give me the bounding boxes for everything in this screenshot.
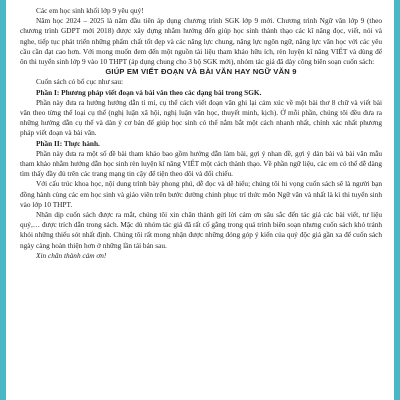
style-paragraph: Với cấu trúc khoa học, nội dung trình bày phong phú, dễ đọc và dễ hiểu; chúng tôi hi vọng cuốn sách sẽ là người bạn đồng hành cùng các em học sinh và giáo viên trên bước đường chinh phục trí thức môn Ngữ văn và nhất là kì thi tuyển sinh vào lớp 10 THPT. [20,179,382,209]
signoff: Xin chân thành cảm ơn! [36,250,107,260]
book-title: GIÚP EM VIẾT ĐOẠN VÀ BÀI VĂN HAY NGỮ VĂN 9 [105,67,297,77]
part2-heading: Phần II: Thực hành. [36,138,100,148]
part2-body: Phần này đưa ra một số đề bài tham khảo bao gồm hướng dẫn làm bài, gợi ý nhan đề, gợi ý dàn bài và bài văn mẫu tham khảo nhằm hướng dẫn học sinh rèn luyện kĩ năng VIẾT một cách thành thạo. Về phần ngữ liệu, các em có thể dễ dàng tìm thấy đầy đủ trên các trang mạng tin cậy để tiện theo dõi và đối chiếu. [20,148,382,179]
greeting: Các em học sinh khối lớp 9 yêu quý! [36,6,144,15]
preface-page [6,0,394,400]
thanks-paragraph: Nhân dịp cuốn sách được ra mắt, chúng tôi xin chân thành gửi lời cảm ơn sâu sắc đến tác giả các bài viết, tư liệu quý,… được trích dẫn trong sách. Mặc dù nhóm tác giả đã rất cố gắng trong quá trình biên soạn nhưng cuốn sách khó tránh khỏi những thiếu sót nhất định. Chúng tôi rất mong nhận được những đóng góp ý kiến của quý độc giả gần xa để cuốn sách ngày càng hoàn thiện hơn ở những lần tái bản sau. [20,210,382,250]
part1-body: Phần này đưa ra hướng hướng dẫn tỉ mỉ, cụ thể cách viết đoạn văn ghi lại cảm xúc về một bài thơ 8 chữ và viết bài văn theo từng thể loại cụ thể (nghị luận xã hội, nghị luận văn học, thuyết minh, kịch). Ở mỗi phần, chúng tôi đều đưa ra những hướng dẫn cụ thể và dàn ý cơ bản để giúp học sinh có thể nắm bắt một cách nhanh nhất, chính xác nhất phương pháp viết đoạn và bài văn. [20,97,382,138]
intro-paragraph: Năm học 2024 – 2025 là năm đầu tiên áp dụng chương trình SGK lớp 9 mới. Chương trình Ngữ văn lớp 9 (theo chương trình GDPT mới 2018) được xây dựng nhằm hướng đến giúp học sinh thành thạo các kĩ năng đọc, viết, nói và nghe, tiếp tục phát triển những phẩm chất tốt đẹp và các năng lực chung, năng lực ngôn ngữ, năng lực văn học với các yêu cầu cần đạt cao hơn. Với mong muốn đem đến một nguồn tài liệu tham khảo hữu ích, rèn luyện kĩ năng VIẾT và dùng để ôn thi tuyển sinh lớp 9 vào 10 THPT (áp dụng chung cho 3 bộ SGK mới), nhóm tác giả đã dày công biên soạn cuốn sách: [20,16,382,67]
layout-intro: Cuốn sách có bố cục như sau: [36,77,124,87]
part1-heading: Phần I: Phương pháp viết đoạn và bài văn theo các dạng bài trong SGK. [36,87,262,97]
